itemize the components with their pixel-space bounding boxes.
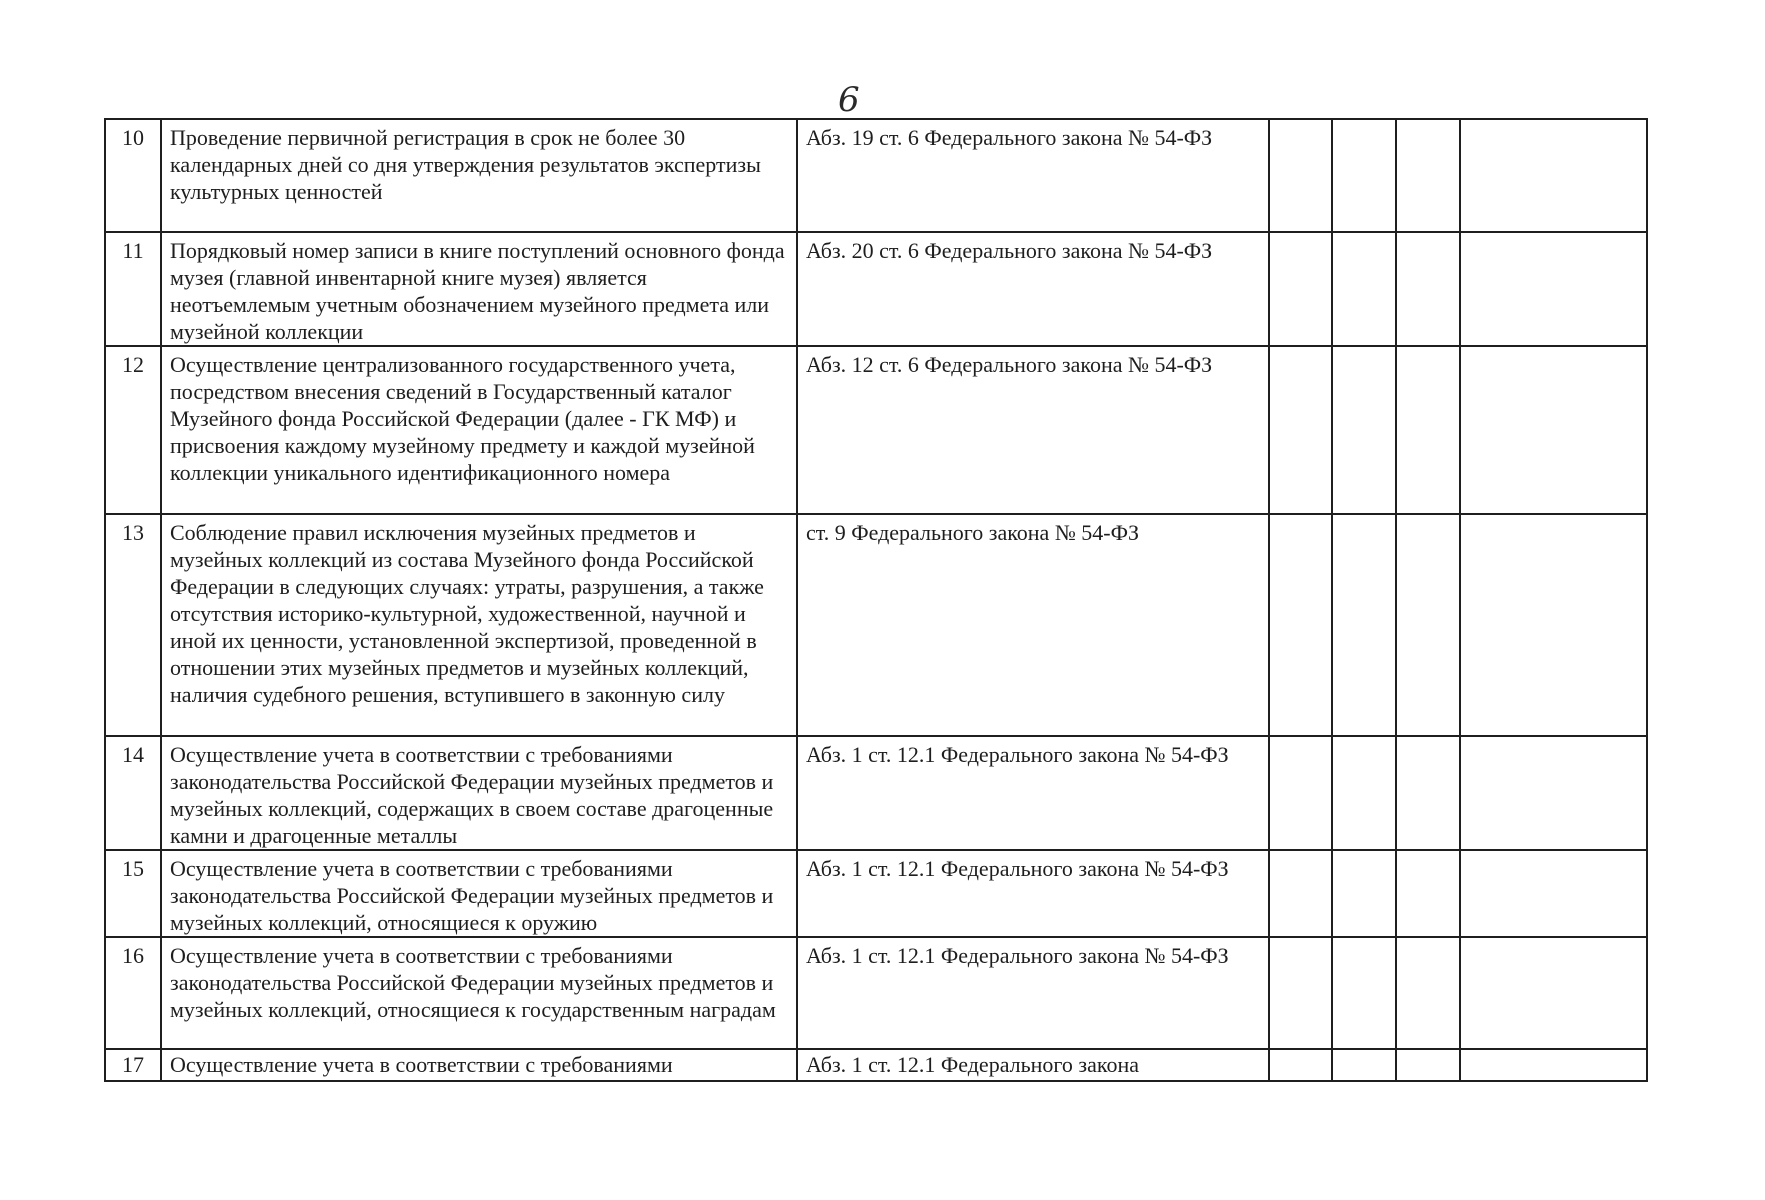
legal-reference: Абз. 1 ст. 12.1 Федерального закона [797, 1049, 1269, 1081]
row-number: 11 [105, 232, 161, 346]
table-row [105, 119, 1647, 232]
answer-yes-cell [1269, 937, 1332, 1049]
answer-na-cell [1396, 850, 1460, 937]
requirement-text: Соблюдение правил исключения музейных предметов и музейных коллекций из состава Музейного фонда Российской Федерации в следующих случаях: утраты, разрушения, а также отсутствия историко-культурной, художественной, научной и иной их ценности, установленной экспертизой, проведенной в отношении этих музейных предметов и музейных коллекций, наличия судебного решения, вступившего в законную силу [161, 514, 797, 736]
answer-no-cell [1332, 850, 1396, 937]
table-row [105, 514, 1647, 736]
checklist-table [104, 118, 1648, 1082]
legal-reference: Абз. 1 ст. 12.1 Федерального закона № 54-ФЗ [797, 937, 1269, 1049]
answer-no-cell [1332, 736, 1396, 850]
answer-yes-cell [1269, 346, 1332, 514]
answer-na-cell [1396, 937, 1460, 1049]
handwritten-page-number: 6 [838, 80, 860, 120]
requirement-text: Осуществление учета в соответствии с требованиями законодательства Российской Федерации музейных предметов и музейных коллекций, относящиеся к оружию [161, 850, 797, 937]
answer-na-cell [1396, 1049, 1460, 1081]
answer-yes-cell [1269, 119, 1332, 232]
answer-no-cell [1332, 1049, 1396, 1081]
answer-na-cell [1396, 346, 1460, 514]
answer-no-cell [1332, 937, 1396, 1049]
row-number: 17 [105, 1049, 161, 1081]
answer-yes-cell [1269, 1049, 1332, 1081]
answer-na-cell [1396, 232, 1460, 346]
answer-yes-cell [1269, 850, 1332, 937]
answer-na-cell [1396, 514, 1460, 736]
notes-cell [1460, 937, 1647, 1049]
notes-cell [1460, 736, 1647, 850]
table-row [105, 937, 1647, 1049]
table-row [105, 232, 1647, 346]
legal-reference: Абз. 20 ст. 6 Федерального закона № 54-ФЗ [797, 232, 1269, 346]
answer-na-cell [1396, 119, 1460, 232]
notes-cell [1460, 119, 1647, 232]
requirement-text: Порядковый номер записи в книге поступлений основного фонда музея (главной инвентарной книге музея) является неотъемлемым учетным обозначением музейного предмета или музейной коллекции [161, 232, 797, 346]
row-number: 13 [105, 514, 161, 736]
notes-cell [1460, 232, 1647, 346]
table-row [105, 850, 1647, 937]
row-number: 10 [105, 119, 161, 232]
row-number: 14 [105, 736, 161, 850]
legal-reference: ст. 9 Федерального закона № 54-ФЗ [797, 514, 1269, 736]
table-row [105, 346, 1647, 514]
answer-yes-cell [1269, 736, 1332, 850]
legal-reference: Абз. 12 ст. 6 Федерального закона № 54-ФЗ [797, 346, 1269, 514]
table-row [105, 1049, 1647, 1081]
row-number: 12 [105, 346, 161, 514]
legal-reference: Абз. 19 ст. 6 Федерального закона № 54-ФЗ [797, 119, 1269, 232]
requirement-text: Осуществление учета в соответствии с требованиями законодательства Российской Федерации музейных предметов и музейных коллекций, относящиеся к государственным наградам [161, 937, 797, 1049]
requirement-text: Осуществление учета в соответствии с требованиями [161, 1049, 797, 1081]
requirement-text: Осуществление централизованного государственного учета, посредством внесения сведений в Государственный каталог Музейного фонда Российской Федерации (далее - ГК МФ) и присвоения каждому музейному предмету и каждой музейной коллекции уникального идентификационного номера [161, 346, 797, 514]
answer-yes-cell [1269, 514, 1332, 736]
row-number: 16 [105, 937, 161, 1049]
answer-yes-cell [1269, 232, 1332, 346]
table-row [105, 736, 1647, 850]
notes-cell [1460, 514, 1647, 736]
answer-no-cell [1332, 346, 1396, 514]
answer-na-cell [1396, 736, 1460, 850]
answer-no-cell [1332, 232, 1396, 346]
legal-reference: Абз. 1 ст. 12.1 Федерального закона № 54-ФЗ [797, 850, 1269, 937]
notes-cell [1460, 346, 1647, 514]
legal-reference: Абз. 1 ст. 12.1 Федерального закона № 54-ФЗ [797, 736, 1269, 850]
requirement-text: Проведение первичной регистрация в срок не более 30 календарных дней со дня утверждения результатов экспертизы культурных ценностей [161, 119, 797, 232]
notes-cell [1460, 850, 1647, 937]
row-number: 15 [105, 850, 161, 937]
answer-no-cell [1332, 514, 1396, 736]
answer-no-cell [1332, 119, 1396, 232]
requirement-text: Осуществление учета в соответствии с требованиями законодательства Российской Федерации музейных предметов и музейных коллекций, содержащих в своем составе драгоценные камни и драгоценные металлы [161, 736, 797, 850]
notes-cell [1460, 1049, 1647, 1081]
